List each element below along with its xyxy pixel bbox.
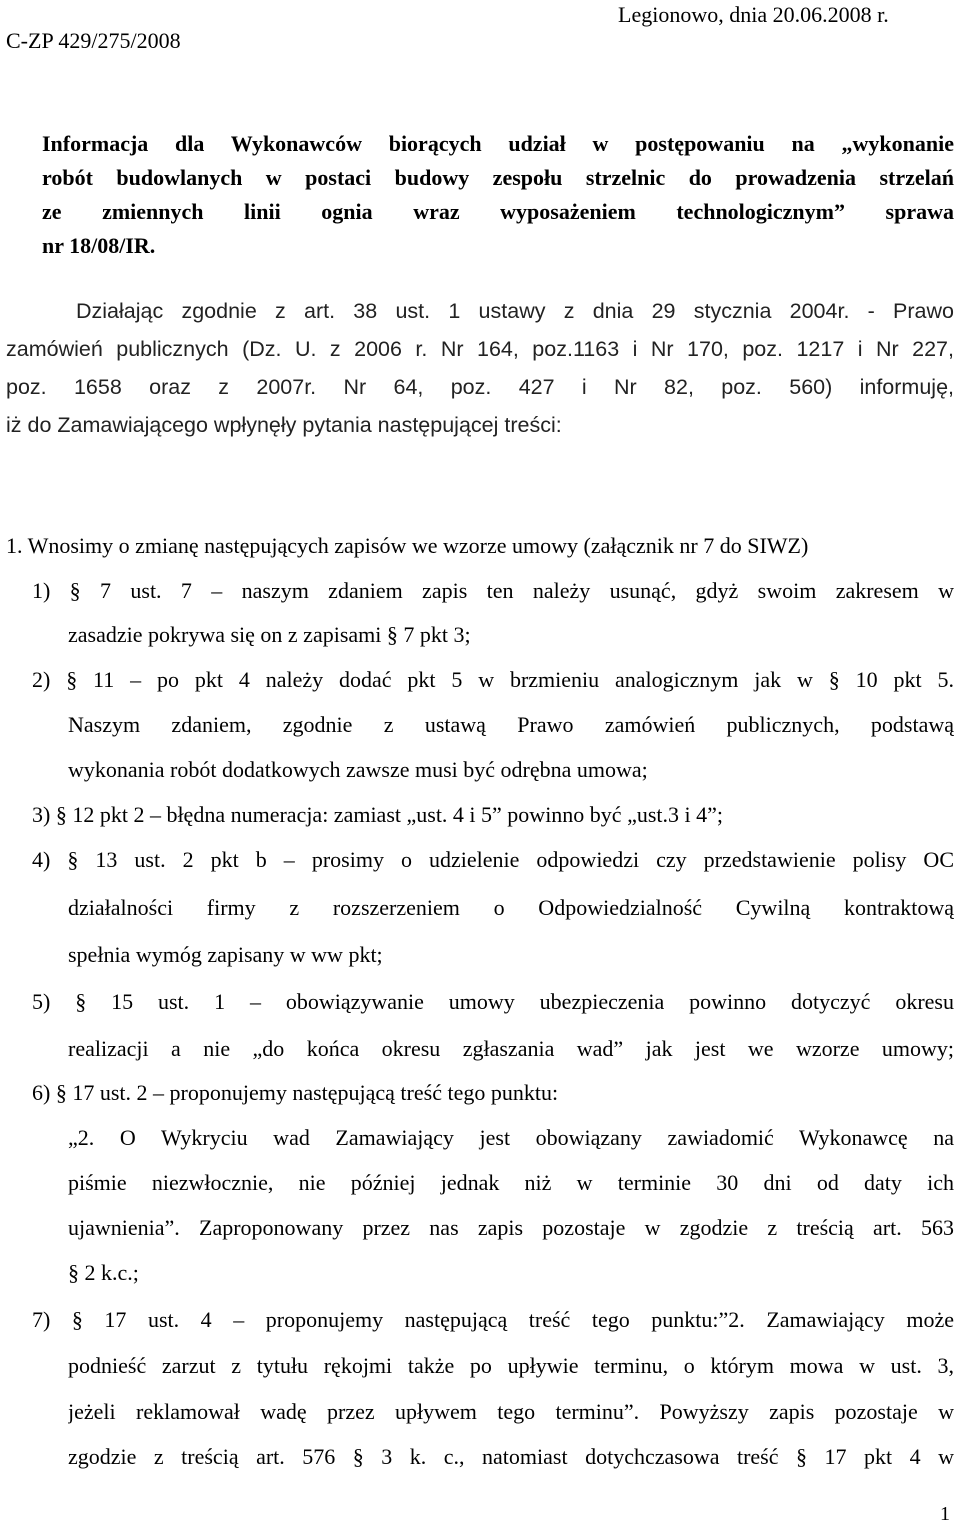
body-line: spełnia wymóg zapisany w ww pkt; [68, 942, 383, 967]
body-line: jeżeli reklamował wadę przez upływem tego terminu”. Powyższy zapis pozostaje w [68, 1399, 954, 1424]
information-line: nr 18/08/IR. [42, 233, 156, 258]
body-line: zasadzie pokrywa się on z zapisami § 7 pkt 3; [68, 622, 471, 647]
case-number: C-ZP 429/275/2008 [6, 28, 181, 53]
body-line: realizacji a nie „do końca okresu zgłaszania wad” jak jest we wzorze umowy; [68, 1036, 954, 1061]
body-line: podnieść zarzut z tytułu rękojmi także po upływie terminu, o którym mowa w ust. 3, [68, 1353, 954, 1378]
place-date: Legionowo, dnia 20.06.2008 r. [618, 2, 889, 27]
information-line: Informacja dla Wykonawców biorących udział w postępowaniu na „wykonanie [42, 131, 954, 156]
legal-line: poz. 1658 oraz z 2007r. Nr 64, poz. 427 i Nr 82, poz. 560) informuję, [6, 375, 954, 399]
information-line: robót budowlanych w postaci budowy zespołu strzelnic do prowadzenia strzelań [42, 165, 954, 190]
page-number: 1 [940, 1503, 950, 1525]
body-line: wykonania robót dodatkowych zawsze musi być odrębna umowa; [68, 757, 648, 782]
body-line: piśmie niezwłocznie, nie później jednak niż w terminie 30 dni od daty ich [68, 1170, 954, 1195]
legal-basis-paragraph [6, 292, 954, 444]
body-line: 4) § 13 ust. 2 pkt b – prosimy o udzielenie odpowiedzi czy przedstawienie polisy OC [32, 847, 954, 872]
information-line: ze zmiennych linii ognia wraz wyposażeniem technologicznym” sprawa [42, 199, 954, 224]
legal-line: iż do Zamawiającego wpłynęły pytania następującej treści: [6, 413, 562, 437]
body-line: zgodzie z treścią art. 576 § 3 k. c., natomiast dotychczasowa treść § 17 pkt 4 w [68, 1444, 954, 1469]
information-heading [42, 127, 954, 263]
body-line: działalności firmy z rozszerzeniem o Odpowiedzialność Cywilną kontraktową [68, 895, 954, 920]
legal-line: Działając zgodnie z art. 38 ust. 1 ustawy z dnia 29 stycznia 2004r. - Prawo [76, 299, 954, 323]
body-line: „2. O Wykryciu wad Zamawiający jest obowiązany zawiadomić Wykonawcę na [68, 1125, 954, 1150]
legal-line: zamówień publicznych (Dz. U. z 2006 r. Nr 164, poz.1163 i Nr 170, poz. 1217 i Nr 227, [6, 337, 954, 361]
body-line: § 2 k.c.; [68, 1260, 139, 1285]
body-line: 1) § 7 ust. 7 – naszym zdaniem zapis ten należy usunąć, gdyż swoim zakresem w [32, 578, 954, 603]
body-line: Naszym zdaniem, zgodnie z ustawą Prawo zamówień publicznych, podstawą [68, 712, 954, 737]
body-line: 2) § 11 – po pkt 4 należy dodać pkt 5 w brzmieniu analogicznym jak w § 10 pkt 5. [32, 667, 954, 692]
question-heading: 1. Wnosimy o zmianę następujących zapisów we wzorze umowy (załącznik nr 7 do SIWZ) [6, 533, 809, 558]
body-line: 7) § 17 ust. 4 – proponujemy następującą treść tego punktu:”2. Zamawiający może [32, 1307, 954, 1332]
body-line: 3) § 12 pkt 2 – błędna numeracja: zamiast „ust. 4 i 5” powinno być „ust.3 i 4”; [32, 802, 724, 827]
body-line: ujawnienia”. Zaproponowany przez nas zapis pozostaje w zgodzie z treścią art. 563 [68, 1215, 954, 1240]
body-line: 6) § 17 ust. 2 – proponujemy następującą treść tego punktu: [32, 1080, 559, 1105]
body-line: 5) § 15 ust. 1 – obowiązywanie umowy ubezpieczenia powinno dotyczyć okresu [32, 989, 954, 1014]
